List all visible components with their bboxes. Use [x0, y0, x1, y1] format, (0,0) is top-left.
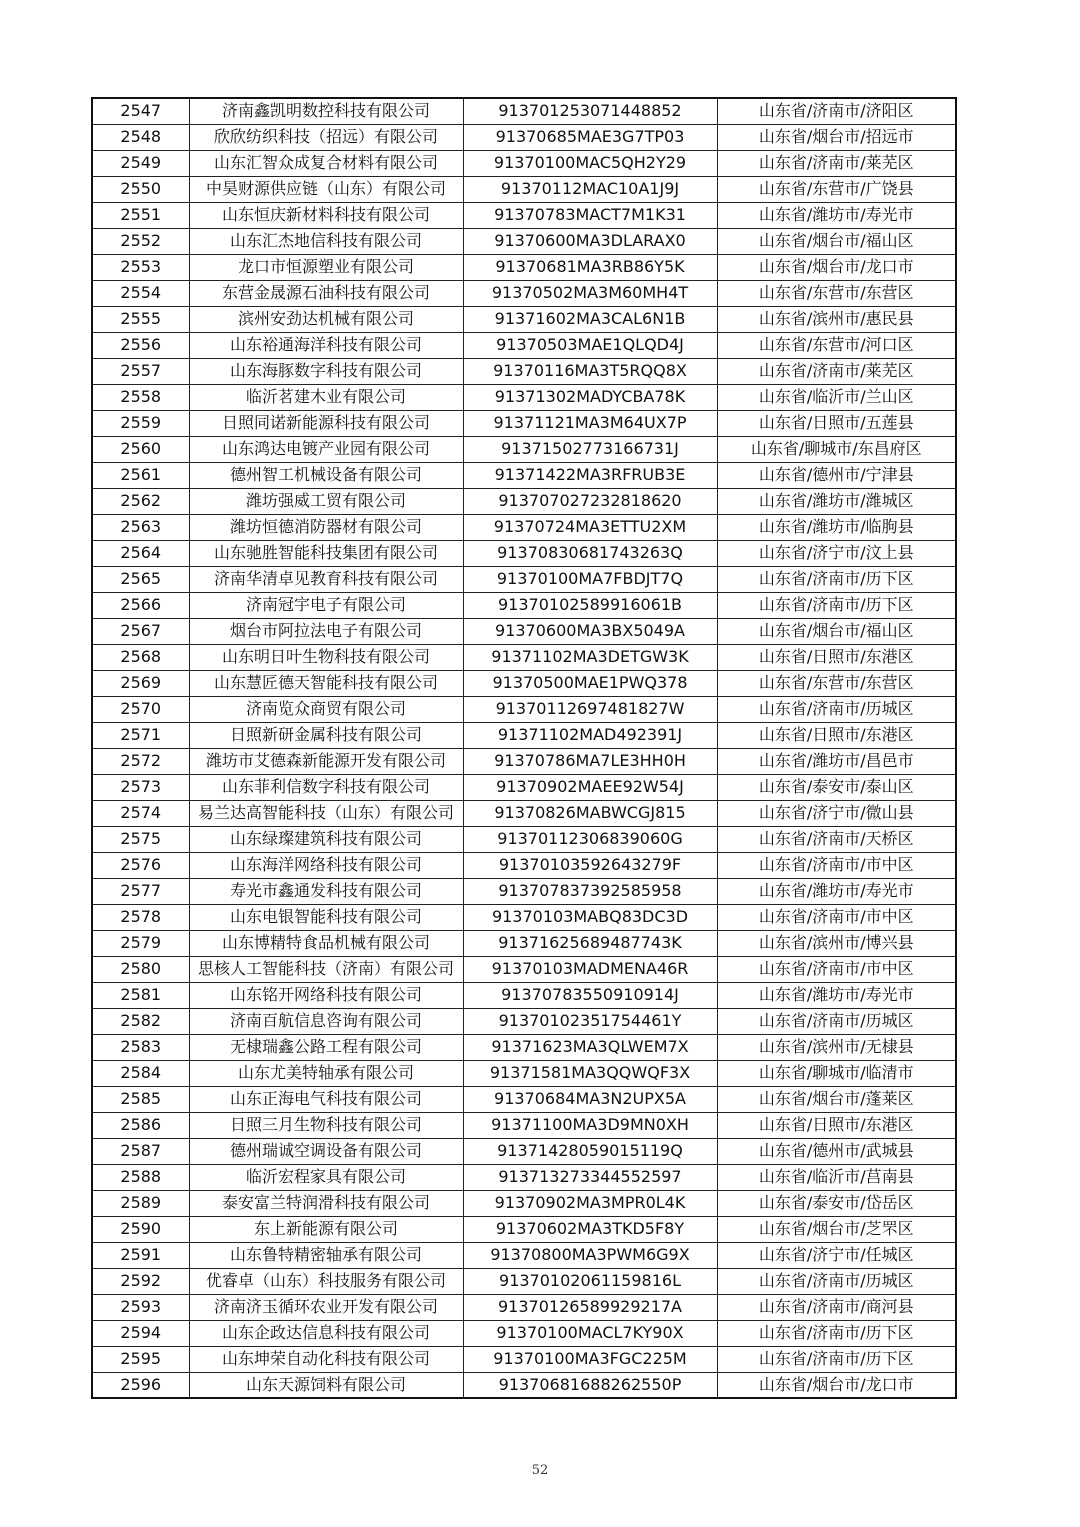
table-row: [92, 852, 956, 878]
region-cell: 山东省/济南市/历城区: [717, 1268, 956, 1294]
credit-code-cell: 91370125307144885​2: [463, 98, 717, 124]
region-cell: 山东省/烟台市/福山区: [717, 618, 956, 644]
credit-code-cell: 91370786MA7LE3HH0H: [463, 748, 717, 774]
credit-code-cell: 91370503MAE1QLQD4J: [463, 332, 717, 358]
credit-code-cell: 91371623MA3QLWEM7X: [463, 1034, 717, 1060]
company-name-cell: 山东博精特食品机械有限公司: [189, 930, 463, 956]
table-row: [92, 1320, 956, 1346]
company-name-cell: 中昊财源供应链（山东）有限公司: [189, 176, 463, 202]
region-cell: 山东省/烟台市/龙口市: [717, 1372, 956, 1398]
company-name-cell: 山东尤美特轴承有限公司: [189, 1060, 463, 1086]
table-row: [92, 202, 956, 228]
company-name-cell: 潍坊市艾德森新能源开发有限公司: [189, 748, 463, 774]
row-number-cell: 2584: [92, 1060, 189, 1086]
company-name-cell: 济南冠宇电子有限公司: [189, 592, 463, 618]
table-row: [92, 1086, 956, 1112]
company-name-cell: 山东绿璨建筑科技有限公司: [189, 826, 463, 852]
region-cell: 山东省/济南市/历下区: [717, 1346, 956, 1372]
row-number-cell: 2593: [92, 1294, 189, 1320]
row-number-cell: 2568: [92, 644, 189, 670]
row-number-cell: 2556: [92, 332, 189, 358]
credit-code-cell: 913713273344552597: [463, 1164, 717, 1190]
region-cell: 山东省/济南市/莱芜区: [717, 150, 956, 176]
region-cell: 山东省/济南市/商河县: [717, 1294, 956, 1320]
row-number-cell: 2588: [92, 1164, 189, 1190]
region-cell: 山东省/泰安市/泰山区: [717, 774, 956, 800]
credit-code-cell: 91370684MA3N2UPX5A: [463, 1086, 717, 1112]
region-cell: 山东省/烟台市/招远市: [717, 124, 956, 150]
row-number-cell: 2576: [92, 852, 189, 878]
row-number-cell: 2571: [92, 722, 189, 748]
table-row: [92, 462, 956, 488]
credit-code-cell: 91370600MA3DLARAX0: [463, 228, 717, 254]
region-cell: 山东省/日照市/东港区: [717, 644, 956, 670]
company-name-cell: 德州智工机械设备有限公司: [189, 462, 463, 488]
table-row: [92, 98, 956, 124]
company-name-cell: 烟台市阿拉法电子有限公司: [189, 618, 463, 644]
region-cell: 山东省/烟台市/蓬莱区: [717, 1086, 956, 1112]
company-name-cell: 山东驰胜智能科技集团有限公司: [189, 540, 463, 566]
company-name-cell: 山东天源饲料有限公司: [189, 1372, 463, 1398]
row-number-cell: 2554: [92, 280, 189, 306]
region-cell: 山东省/济南市/天桥区: [717, 826, 956, 852]
row-number-cell: 2561: [92, 462, 189, 488]
table-row: [92, 150, 956, 176]
company-name-cell: 山东企政达信息科技有限公司: [189, 1320, 463, 1346]
company-name-cell: 山东海豚数字科技有限公司: [189, 358, 463, 384]
company-name-cell: 日照三月生物科技有限公司: [189, 1112, 463, 1138]
region-cell: 山东省/东营市/广饶县: [717, 176, 956, 202]
region-cell: 山东省/济宁市/汶上县: [717, 540, 956, 566]
region-cell: 山东省/滨州市/无棣县: [717, 1034, 956, 1060]
company-name-cell: 临沂茗建木业有限公司: [189, 384, 463, 410]
table-row: [92, 514, 956, 540]
region-cell: 山东省/临沂市/兰山区: [717, 384, 956, 410]
table-row: [92, 670, 956, 696]
company-name-cell: 泰安富兰特润滑科技有限公司: [189, 1190, 463, 1216]
table-row: [92, 1190, 956, 1216]
row-number-cell: 2579: [92, 930, 189, 956]
table-row: [92, 878, 956, 904]
credit-code-cell: 91370126589929217A: [463, 1294, 717, 1320]
page-number: 52: [531, 1463, 549, 1478]
credit-code-cell: 91371102MAD492391J: [463, 722, 717, 748]
credit-code-cell: 91370826MABWCGJ815: [463, 800, 717, 826]
row-number-cell: 2594: [92, 1320, 189, 1346]
table-row: [92, 1294, 956, 1320]
company-table: [91, 97, 957, 1399]
region-cell: 山东省/济宁市/任城区: [717, 1242, 956, 1268]
table-row: [92, 410, 956, 436]
company-name-cell: 济南百航信息咨询有限公司: [189, 1008, 463, 1034]
row-number-cell: 2548: [92, 124, 189, 150]
credit-code-cell: 91370102061159816L: [463, 1268, 717, 1294]
table-row: [92, 384, 956, 410]
credit-code-cell: 91370602MA3TKD5F8Y: [463, 1216, 717, 1242]
credit-code-cell: 91371581MA3QQWQF3X: [463, 1060, 717, 1086]
region-cell: 山东省/德州市/宁津县: [717, 462, 956, 488]
company-name-cell: 滨州安劲达机械有限公司: [189, 306, 463, 332]
credit-code-cell: 91371625689487743K: [463, 930, 717, 956]
company-name-cell: 山东汇杰地信科技有限公司: [189, 228, 463, 254]
row-number-cell: 2587: [92, 1138, 189, 1164]
region-cell: 山东省/济南市/济阳区: [717, 98, 956, 124]
company-name-cell: 易兰达高智能科技（山东）有限公司: [189, 800, 463, 826]
row-number-cell: 2557: [92, 358, 189, 384]
credit-code-cell: 91370103MADMENA46R: [463, 956, 717, 982]
credit-code-cell: 91370681MA3RB86Y5K: [463, 254, 717, 280]
region-cell: 山东省/济南市/历下区: [717, 592, 956, 618]
region-cell: 山东省/济南市/历下区: [717, 1320, 956, 1346]
company-name-cell: 山东电银智能科技有限公司: [189, 904, 463, 930]
row-number-cell: 2565: [92, 566, 189, 592]
region-cell: 山东省/日照市/东港区: [717, 722, 956, 748]
row-number-cell: 2580: [92, 956, 189, 982]
company-name-cell: 山东慧匠德天智能科技有限公司: [189, 670, 463, 696]
credit-code-cell: 91370103592643279F: [463, 852, 717, 878]
region-cell: 山东省/德州市/武城县: [717, 1138, 956, 1164]
region-cell: 山东省/滨州市/惠民县: [717, 306, 956, 332]
region-cell: 山东省/烟台市/龙口市: [717, 254, 956, 280]
row-number-cell: 2590: [92, 1216, 189, 1242]
table-row: [92, 748, 956, 774]
credit-code-cell: 91370502MA3M60MH4T: [463, 280, 717, 306]
credit-code-cell: 91370100MA3FGC225M: [463, 1346, 717, 1372]
company-name-cell: 日照新研金属科技有限公司: [189, 722, 463, 748]
row-number-cell: 2572: [92, 748, 189, 774]
company-name-cell: 日照同诺新能源科技有限公司: [189, 410, 463, 436]
table-row: [92, 1242, 956, 1268]
credit-code-cell: 91370500MAE1PWQ378: [463, 670, 717, 696]
row-number-cell: 2567: [92, 618, 189, 644]
credit-code-cell: 91371422MA3RFRUB3E: [463, 462, 717, 488]
credit-code-cell: 91371100MA3D9MN0XH: [463, 1112, 717, 1138]
company-name-cell: 山东鲁特精密轴承有限公司: [189, 1242, 463, 1268]
company-name-cell: 山东裕通海洋科技有限公司: [189, 332, 463, 358]
table-row: [92, 982, 956, 1008]
region-cell: 山东省/济南市/莱芜区: [717, 358, 956, 384]
company-name-cell: 济南览众商贸有限公司: [189, 696, 463, 722]
table-row: [92, 1060, 956, 1086]
table-row: [92, 800, 956, 826]
table-row: [92, 1034, 956, 1060]
table-row: [92, 306, 956, 332]
table-row: [92, 176, 956, 202]
row-number-cell: 2596: [92, 1372, 189, 1398]
row-number-cell: 2583: [92, 1034, 189, 1060]
row-number-cell: 2559: [92, 410, 189, 436]
row-number-cell: 2574: [92, 800, 189, 826]
region-cell: 山东省/济南市/历城区: [717, 1008, 956, 1034]
company-name-cell: 无棣瑞鑫公路工程有限公司: [189, 1034, 463, 1060]
credit-code-cell: 91370902MA3MPR0L4K: [463, 1190, 717, 1216]
company-name-cell: 山东菲利信数字科技有限公司: [189, 774, 463, 800]
table-body: [92, 98, 956, 1398]
table-row: [92, 332, 956, 358]
credit-code-cell: 91370102351754461Y: [463, 1008, 717, 1034]
table-row: [92, 956, 956, 982]
company-name-cell: 东上新能源有限公司: [189, 1216, 463, 1242]
table-row: [92, 280, 956, 306]
row-number-cell: 2552: [92, 228, 189, 254]
table-row: [92, 826, 956, 852]
region-cell: 山东省/日照市/东港区: [717, 1112, 956, 1138]
row-number-cell: 2586: [92, 1112, 189, 1138]
row-number-cell: 2585: [92, 1086, 189, 1112]
table-row: [92, 904, 956, 930]
row-number-cell: 2581: [92, 982, 189, 1008]
table-row: [92, 228, 956, 254]
credit-code-cell: 913707027232818620: [463, 488, 717, 514]
company-name-cell: 山东坤荣自动化科技有限公司: [189, 1346, 463, 1372]
region-cell: 山东省/烟台市/福山区: [717, 228, 956, 254]
credit-code-cell: 91370902MAEE92W54J: [463, 774, 717, 800]
row-number-cell: 2566: [92, 592, 189, 618]
region-cell: 山东省/聊城市/东昌府区: [717, 436, 956, 462]
company-name-cell: 优睿卓（山东）科技服务有限公司: [189, 1268, 463, 1294]
credit-code-cell: 91370783550910914J: [463, 982, 717, 1008]
company-name-cell: 济南鑫凯明数控科技有限公司: [189, 98, 463, 124]
table-row: [92, 1216, 956, 1242]
region-cell: 山东省/济南市/历城区: [717, 696, 956, 722]
region-cell: 山东省/济宁市/微山县: [717, 800, 956, 826]
credit-code-cell: 91370103MABQ83DC3D: [463, 904, 717, 930]
credit-code-cell: 91370102589916061B: [463, 592, 717, 618]
table-row: [92, 566, 956, 592]
table-row: [92, 774, 956, 800]
company-name-cell: 寿光市鑫通发科技有限公司: [189, 878, 463, 904]
table-row: [92, 488, 956, 514]
company-name-cell: 德州瑞诚空调设备有限公司: [189, 1138, 463, 1164]
credit-code-cell: 91370724MA3ETTU2XM: [463, 514, 717, 540]
company-name-cell: 临沂宏程家具有限公司: [189, 1164, 463, 1190]
row-number-cell: 2558: [92, 384, 189, 410]
table-row: [92, 1268, 956, 1294]
row-number-cell: 2563: [92, 514, 189, 540]
company-name-cell: 欣欣纺织科技（招远）有限公司: [189, 124, 463, 150]
table-row: [92, 1346, 956, 1372]
company-name-cell: 山东正海电气科技有限公司: [189, 1086, 463, 1112]
table-row: [92, 1112, 956, 1138]
credit-code-cell: 91370112697481827W: [463, 696, 717, 722]
table-row: [92, 1008, 956, 1034]
company-name-cell: 龙口市恒源塑业有限公司: [189, 254, 463, 280]
table-row: [92, 1138, 956, 1164]
company-name-cell: 潍坊强威工贸有限公司: [189, 488, 463, 514]
region-cell: 山东省/潍坊市/临朐县: [717, 514, 956, 540]
row-number-cell: 2555: [92, 306, 189, 332]
company-name-cell: 山东鸿达电镀产业园有限公司: [189, 436, 463, 462]
company-name-cell: 山东海洋网络科技有限公司: [189, 852, 463, 878]
table-row: [92, 358, 956, 384]
table-row: [92, 930, 956, 956]
table-row: [92, 592, 956, 618]
row-number-cell: 2562: [92, 488, 189, 514]
region-cell: 山东省/东营市/东营区: [717, 670, 956, 696]
credit-code-cell: 91370685MAE3G7TP03: [463, 124, 717, 150]
region-cell: 山东省/烟台市/芝罘区: [717, 1216, 956, 1242]
credit-code-cell: 91370100MAC5QH2Y29: [463, 150, 717, 176]
credit-code-cell: 91371121MA3M64UX7P: [463, 410, 717, 436]
company-name-cell: 济南华清卓见教育科技有限公司: [189, 566, 463, 592]
row-number-cell: 2595: [92, 1346, 189, 1372]
row-number-cell: 2575: [92, 826, 189, 852]
table-row: [92, 644, 956, 670]
company-name-cell: 山东汇智众成复合材料有限公司: [189, 150, 463, 176]
credit-code-cell: 91370830681743263Q: [463, 540, 717, 566]
row-number-cell: 2560: [92, 436, 189, 462]
region-cell: 山东省/济南市/市中区: [717, 904, 956, 930]
region-cell: 山东省/济南市/市中区: [717, 956, 956, 982]
region-cell: 山东省/潍坊市/昌邑市: [717, 748, 956, 774]
region-cell: 山东省/潍坊市/寿光市: [717, 982, 956, 1008]
credit-code-cell: 913707837392585958: [463, 878, 717, 904]
table-row: [92, 124, 956, 150]
region-cell: 山东省/潍坊市/寿光市: [717, 878, 956, 904]
region-cell: 山东省/日照市/五莲县: [717, 410, 956, 436]
region-cell: 山东省/东营市/东营区: [717, 280, 956, 306]
region-cell: 山东省/济南市/历下区: [717, 566, 956, 592]
credit-code-cell: 91370112MAC10A1J9J: [463, 176, 717, 202]
row-number-cell: 2547: [92, 98, 189, 124]
row-number-cell: 2573: [92, 774, 189, 800]
credit-code-cell: 91371502773166731J: [463, 436, 717, 462]
table-row: [92, 696, 956, 722]
row-number-cell: 2582: [92, 1008, 189, 1034]
credit-code-cell: 91370800MA3PWM6G9X: [463, 1242, 717, 1268]
region-cell: 山东省/泰安市/岱岳区: [717, 1190, 956, 1216]
region-cell: 山东省/临沂市/莒南县: [717, 1164, 956, 1190]
row-number-cell: 2549: [92, 150, 189, 176]
credit-code-cell: 91371102MA3DETGW3K: [463, 644, 717, 670]
row-number-cell: 2578: [92, 904, 189, 930]
row-number-cell: 2589: [92, 1190, 189, 1216]
region-cell: 山东省/东营市/河口区: [717, 332, 956, 358]
company-name-cell: 东营金晟源石油科技有限公司: [189, 280, 463, 306]
row-number-cell: 2553: [92, 254, 189, 280]
credit-code-cell: 91370681688262550P: [463, 1372, 717, 1398]
company-name-cell: 思核人工智能科技（济南）有限公司: [189, 956, 463, 982]
credit-code-cell: 91371428059015119Q: [463, 1138, 717, 1164]
row-number-cell: 2570: [92, 696, 189, 722]
table-row: [92, 436, 956, 462]
credit-code-cell: 91370112306839060G: [463, 826, 717, 852]
credit-code-cell: 91370116MA3T5RQQ8X: [463, 358, 717, 384]
row-number-cell: 2592: [92, 1268, 189, 1294]
region-cell: 山东省/潍坊市/潍城区: [717, 488, 956, 514]
row-number-cell: 2577: [92, 878, 189, 904]
row-number-cell: 2564: [92, 540, 189, 566]
credit-code-cell: 91371302MADYCBA78K: [463, 384, 717, 410]
table-row: [92, 254, 956, 280]
credit-code-cell: 91370600MA3BX5049A: [463, 618, 717, 644]
region-cell: 山东省/济南市/市中区: [717, 852, 956, 878]
table-row: [92, 1372, 956, 1398]
table-row: [92, 1164, 956, 1190]
company-name-cell: 济南济玉循环农业开发有限公司: [189, 1294, 463, 1320]
credit-code-cell: 91370100MACL7KY90X: [463, 1320, 717, 1346]
region-cell: 山东省/滨州市/博兴县: [717, 930, 956, 956]
table-row: [92, 618, 956, 644]
credit-code-cell: 91371602MA3CAL6N1B: [463, 306, 717, 332]
table-row: [92, 722, 956, 748]
row-number-cell: 2550: [92, 176, 189, 202]
company-name-cell: 潍坊恒德消防器材有限公司: [189, 514, 463, 540]
credit-code-cell: 91370783MACT7M1K31: [463, 202, 717, 228]
row-number-cell: 2591: [92, 1242, 189, 1268]
credit-code-cell: 91370100MA7FBDJT7Q: [463, 566, 717, 592]
company-name-cell: 山东恒庆新材料科技有限公司: [189, 202, 463, 228]
row-number-cell: 2569: [92, 670, 189, 696]
company-name-cell: 山东铭开网络科技有限公司: [189, 982, 463, 1008]
row-number-cell: 2551: [92, 202, 189, 228]
table-row: [92, 540, 956, 566]
company-name-cell: 山东明日叶生物科技有限公司: [189, 644, 463, 670]
region-cell: 山东省/潍坊市/寿光市: [717, 202, 956, 228]
region-cell: 山东省/聊城市/临清市: [717, 1060, 956, 1086]
